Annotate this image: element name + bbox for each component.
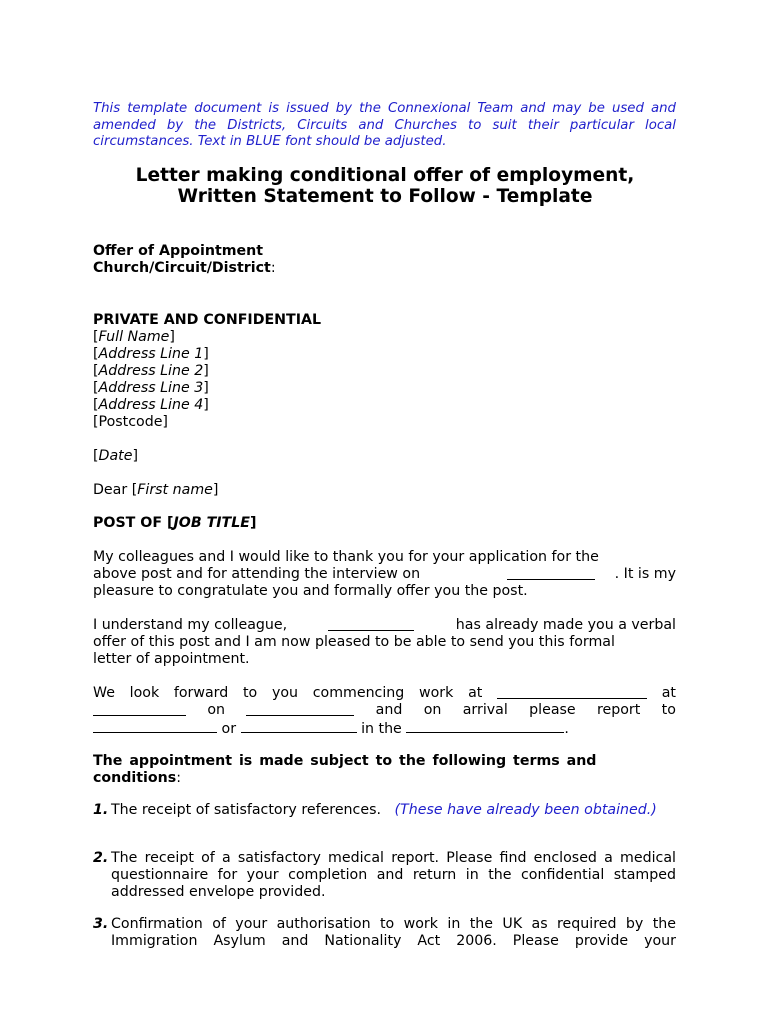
date-field: Date: [98, 448, 133, 464]
condition-item-2: [93, 850, 676, 901]
title-line-2: Written Statement to Follow - Template: [177, 186, 593, 207]
condition-text: The receipt of satisfactory references.: [111, 802, 381, 818]
condition-text: The receipt of a satisfactory medical report. Please find enclosed a medical questionnaire for your completion and return in the confidential stamped addressed envelope provided.: [111, 850, 676, 900]
condition-number: 3.: [93, 916, 109, 932]
offer-heading: Offer of Appointment: [93, 243, 264, 259]
offer-block: [93, 243, 676, 277]
salutation: Dear [First name]: [93, 482, 219, 498]
location-blank[interactable]: [406, 719, 564, 733]
condition-item-1: [93, 802, 676, 819]
template-note: This template document is issued by the Connexional Team and may be used and amended by the Districts, Circuits and Churches to suit their particular local circumstances. Text in BLUE font should be adjusted.: [93, 101, 676, 149]
address-line-3: [Address Line 3]: [93, 380, 209, 396]
condition-number: 1.: [93, 802, 109, 818]
church-label: Church/Circuit/District: [93, 260, 271, 276]
job-title-field: JOB TITLE: [173, 515, 250, 531]
address-line-4: [Address Line 4]: [93, 397, 209, 413]
paragraph-thanks: My colleagues and I would like to thank you for your application for the above post and for attending the interview on . It is my pleasure to congratulate you and formally offer you the post.: [93, 549, 676, 599]
date-line: [Date]: [93, 448, 139, 464]
address-line-1: [Address Line 1]: [93, 346, 209, 362]
report-to-blank-1[interactable]: [93, 719, 217, 733]
letter-title: [60, 165, 710, 207]
address-block: [93, 312, 676, 431]
address-line-2: [Address Line 2]: [93, 363, 209, 379]
church-colon: :: [270, 260, 276, 276]
condition-text: Confirmation of your authorisation to work in the UK as required by the Immigration Asylum and Nationality Act 2006. Please provide your: [111, 916, 676, 949]
post-heading: POST OF [JOB TITLE]: [93, 515, 257, 531]
first-name-field: First name: [137, 482, 213, 498]
paragraph-verbal-offer: I understand my colleague, has already made you a verbal offer of this post and I am now pleased to be able to send you this formal letter of appointment.: [93, 617, 676, 667]
address-full-name: [Full Name]: [93, 329, 175, 345]
title-line-1: Letter making conditional offer of employment,: [135, 165, 635, 186]
report-to-blank-2[interactable]: [241, 719, 357, 733]
condition-item-3: [93, 916, 676, 950]
condition-number: 2.: [93, 850, 109, 866]
start-date-blank[interactable]: [93, 702, 186, 716]
condition-note: (These have already been obtained.): [394, 802, 657, 818]
interview-date-blank[interactable]: [507, 566, 595, 580]
church-line: [93, 260, 676, 277]
start-time-blank[interactable]: [246, 702, 354, 716]
private-heading: PRIVATE AND CONFIDENTIAL: [93, 312, 322, 328]
address-postcode: [Postcode]: [93, 414, 168, 430]
terms-heading: The appointment is made subject to the following terms and conditions:: [93, 753, 597, 786]
colleague-name-blank[interactable]: [328, 617, 414, 631]
workplace-blank[interactable]: [497, 685, 647, 699]
paragraph-commencement: We look forward to you commencing work at at on and on arrival please report to or in the .: [93, 685, 676, 737]
